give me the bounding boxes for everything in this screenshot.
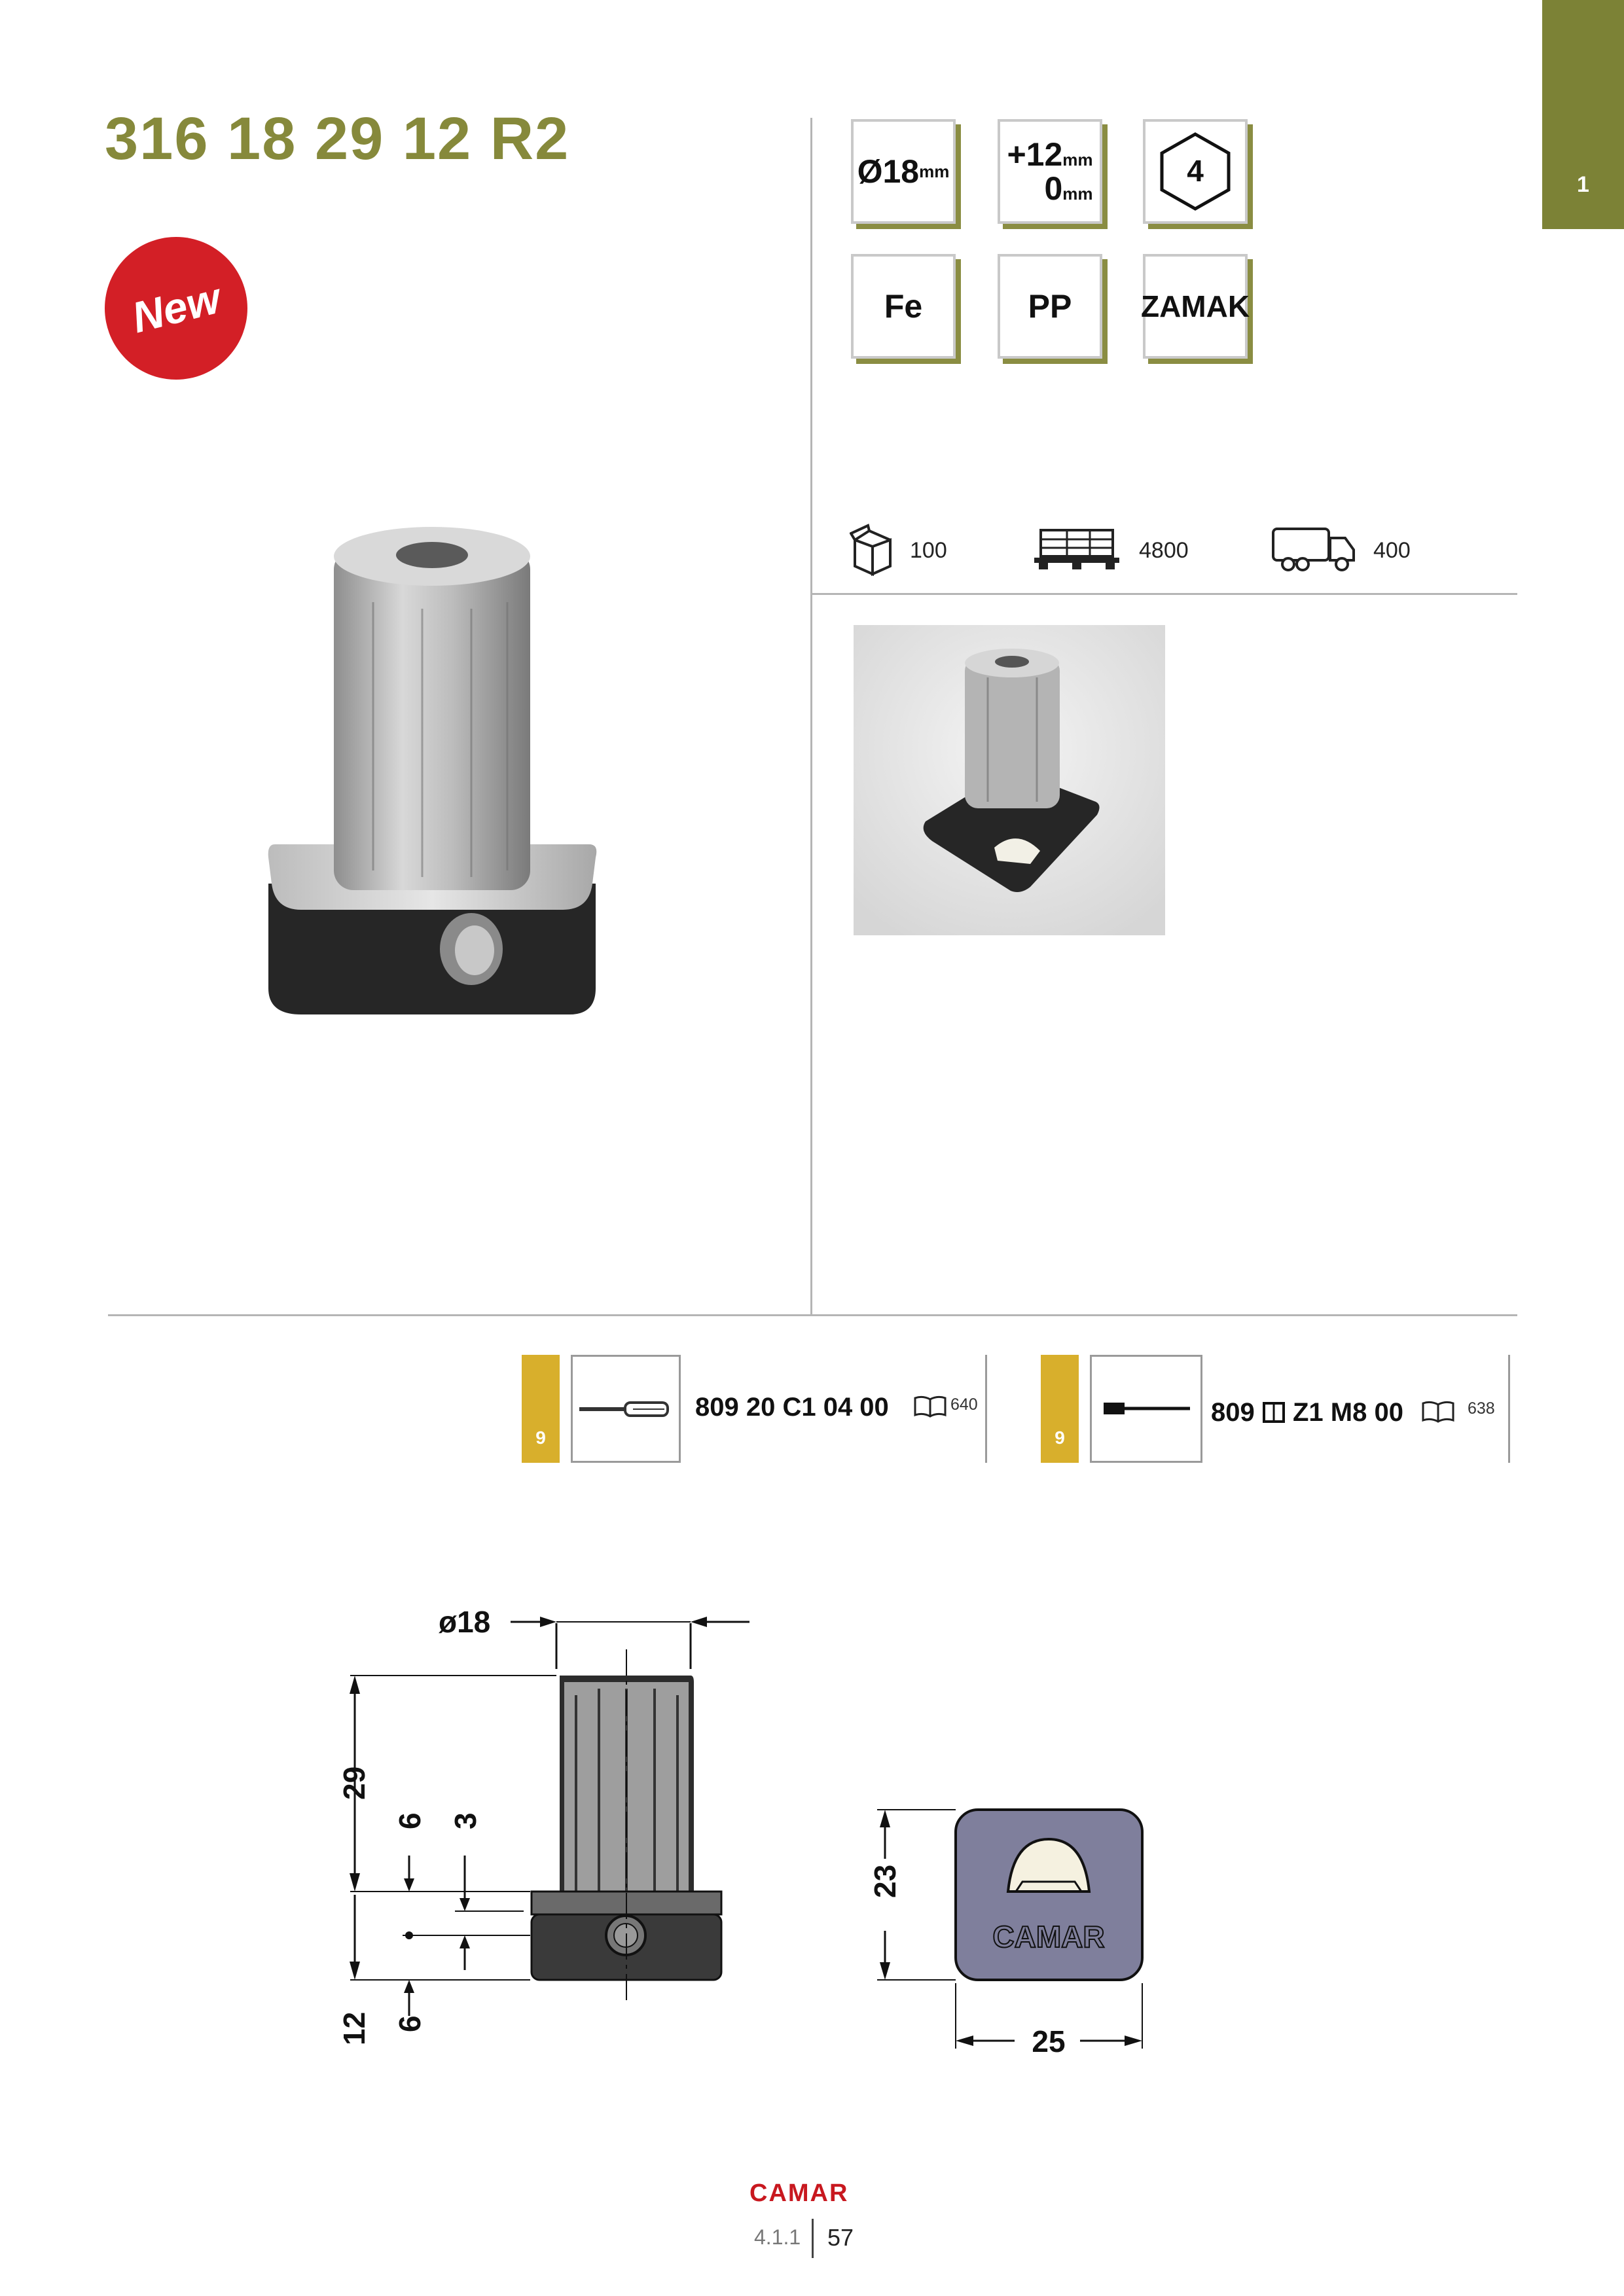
- dim-diameter: ø18: [439, 1605, 491, 1639]
- vertical-divider: [810, 118, 812, 1316]
- box-quantity: 100: [910, 538, 947, 563]
- hex-spec: [1143, 119, 1248, 224]
- chapter-number: 1: [1577, 172, 1589, 197]
- tool-tab-2: [1041, 1355, 1079, 1463]
- tool-divider-1: [985, 1355, 987, 1463]
- tool-page-2[interactable]: 638: [1468, 1399, 1495, 1418]
- technical-drawing-bottom: [851, 1787, 1165, 2075]
- material-spec-zamak: [1140, 254, 1250, 359]
- pallet-quantity: 4800: [1139, 538, 1189, 563]
- box-icon: [850, 520, 895, 579]
- diameter-value: Ø18: [857, 153, 920, 190]
- material-pp: PP: [1028, 288, 1072, 325]
- tolerance-upper-unit: mm: [1062, 149, 1093, 170]
- technical-drawing-side: [327, 1590, 772, 2062]
- new-badge: [105, 237, 247, 380]
- footer-divider: [812, 2219, 814, 2258]
- dim-hole-offset: 3: [448, 1812, 482, 1829]
- tolerance-spec: [998, 119, 1102, 224]
- pallet-icon: [1031, 524, 1123, 576]
- tool-tab-1: [522, 1355, 560, 1463]
- tolerance-lower-unit: mm: [1062, 184, 1093, 204]
- section-divider: [108, 1314, 1517, 1316]
- truck-quantity: 400: [1373, 538, 1411, 563]
- dim-base-height: 12: [337, 2011, 371, 2045]
- tool-divider-2: [1508, 1355, 1510, 1463]
- screwdriver-icon: [573, 1357, 679, 1462]
- dim-width: 25: [1032, 2024, 1066, 2058]
- packaging-divider: [812, 593, 1517, 595]
- catalog-book-icon: [1420, 1399, 1456, 1426]
- product-code-title: 316 18 29 12 R2: [105, 105, 570, 172]
- tolerance-lower: 0: [1044, 170, 1063, 207]
- tool-image-1[interactable]: [571, 1355, 681, 1463]
- new-badge-label: New: [127, 273, 225, 342]
- catalog-book-icon: [912, 1394, 948, 1420]
- tool-code-2-suffix: Z1 M8 00: [1293, 1398, 1403, 1427]
- footer-section: 4.1.1: [754, 2225, 801, 2249]
- dim-hole-lower: 6: [393, 2015, 427, 2032]
- diameter-unit: mm: [919, 161, 950, 181]
- tool-code-2-prefix: 809: [1211, 1398, 1255, 1427]
- chapter-tab: [1542, 0, 1624, 229]
- bottom-logo: CAMAR: [992, 1920, 1105, 1954]
- tolerance-upper: +12: [1007, 135, 1063, 173]
- dim-height-total: 29: [337, 1766, 371, 1800]
- tool-code-2[interactable]: [1211, 1398, 1403, 1427]
- tool-code-1[interactable]: 809 20 C1 04 00: [695, 1393, 889, 1422]
- material-fe: Fe: [884, 288, 923, 325]
- tool-image-2[interactable]: [1090, 1355, 1202, 1463]
- product-image: [249, 517, 615, 1041]
- diameter-spec: [851, 119, 956, 224]
- tool-tab-2-number: 9: [1055, 1427, 1065, 1448]
- hex-key-icon: [1092, 1357, 1200, 1462]
- footer-logo: CAMAR: [749, 2179, 849, 2207]
- dim-hole-center: 6: [393, 1812, 427, 1829]
- tool-tab-1-number: 9: [535, 1427, 546, 1448]
- footer-page-number: 57: [827, 2224, 854, 2251]
- product-photo: [854, 625, 1165, 935]
- dim-depth: 23: [868, 1864, 902, 1898]
- material-spec-pp: [998, 254, 1102, 359]
- material-spec-fe: [851, 254, 956, 359]
- square-profile-icon: [1262, 1401, 1286, 1424]
- material-zamak: ZAMAK: [1140, 289, 1250, 323]
- hex-size: 4: [1187, 154, 1204, 188]
- truck-icon: [1270, 524, 1358, 576]
- tool-page-1[interactable]: 640: [950, 1395, 978, 1414]
